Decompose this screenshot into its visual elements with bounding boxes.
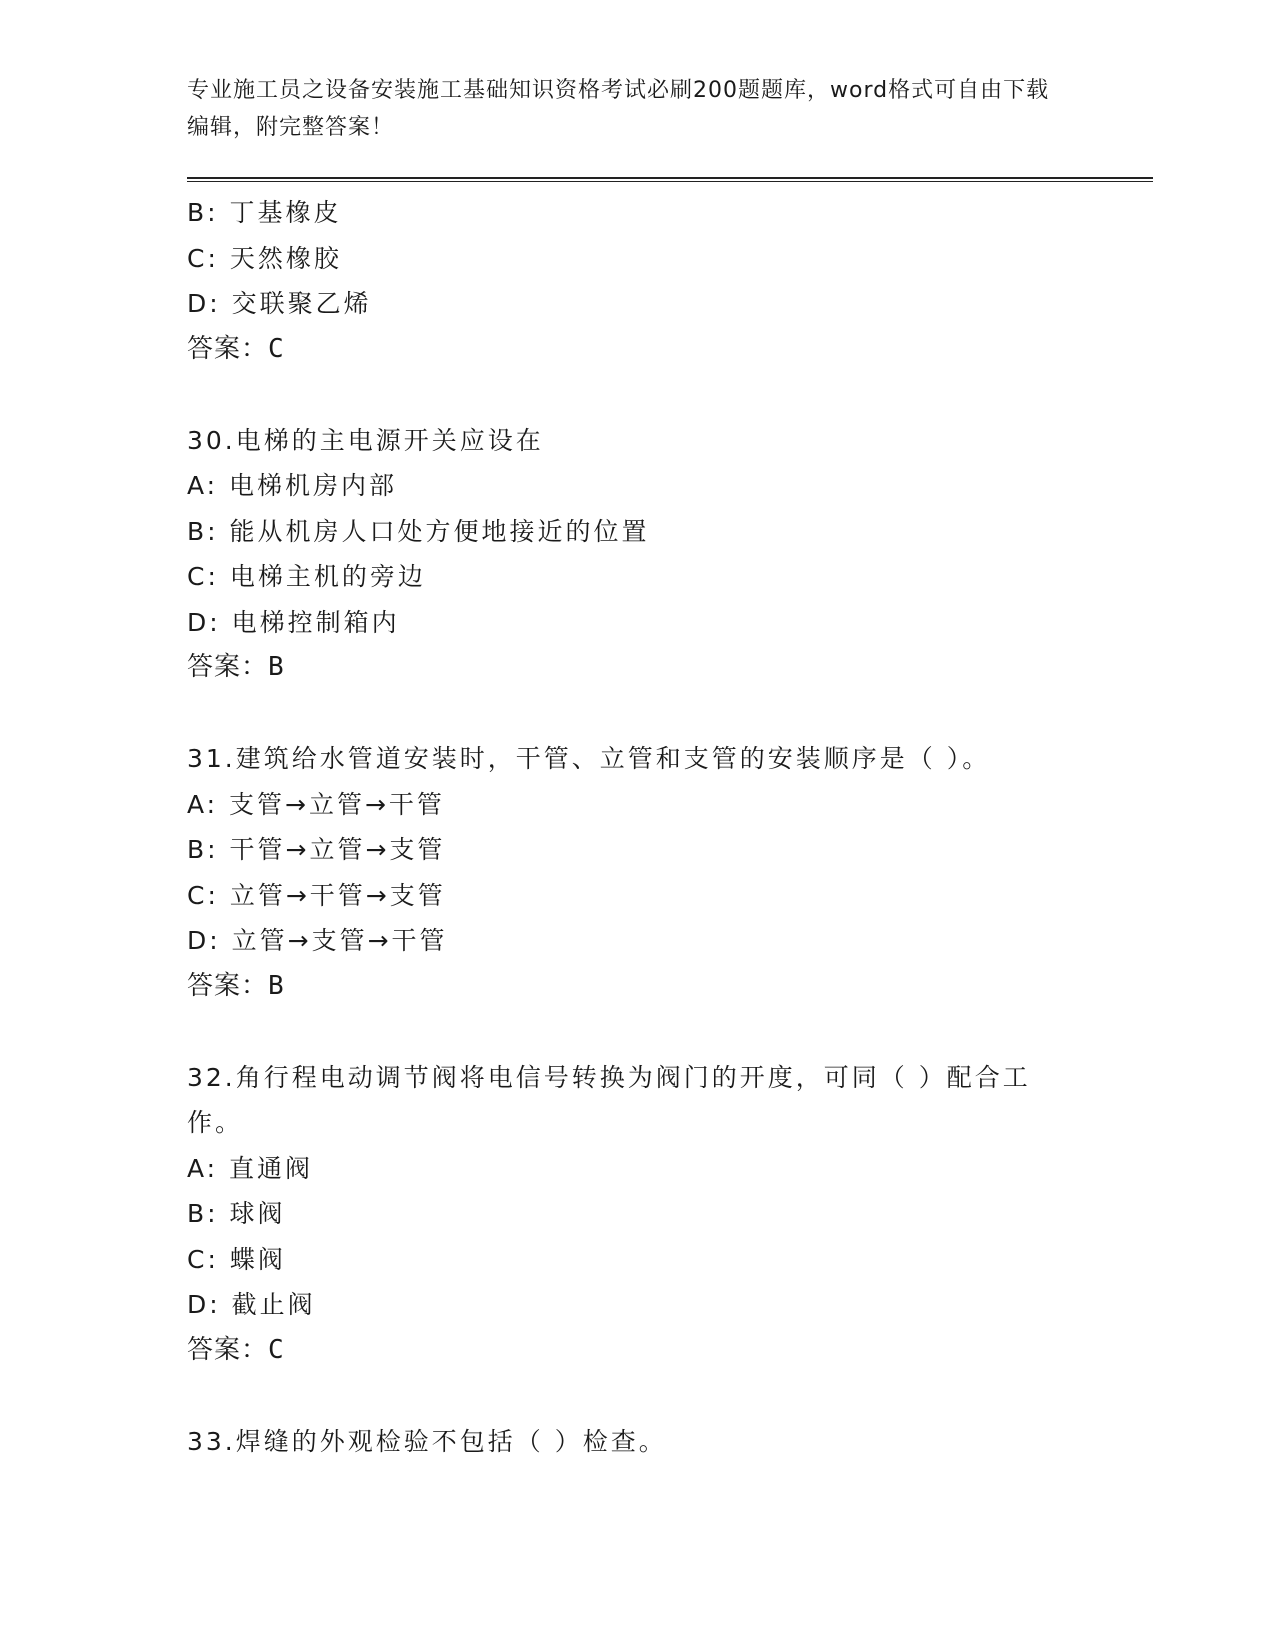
answer-label: 答案： [187, 970, 269, 1001]
spacer [187, 691, 1087, 737]
option-b: B: 能从机房人口处方便地接近的位置 [187, 516, 650, 546]
question-stem: 32.角行程电动调节阀将电信号转换为阀门的开度，可同（ ）配合工作。 [187, 1062, 1031, 1137]
option-d: D: 立管→支管→干管 [187, 926, 448, 955]
option-b: B: 丁基橡皮 [187, 198, 342, 227]
question-stem: 30.电梯的主电源开关应设在 [187, 425, 544, 455]
option-a: A: 电梯机房内部 [187, 471, 398, 500]
question-33 [187, 1419, 1087, 1465]
answer-value: C [268, 1334, 285, 1365]
spacer [187, 1009, 1087, 1055]
option-d: D: 截止阀 [187, 1290, 316, 1319]
question-32 [187, 1055, 1087, 1374]
answer-value: B [268, 652, 285, 682]
answer-line [187, 645, 1087, 691]
answer-line [187, 327, 1087, 373]
option-b: B: 干管→立管→支管 [187, 835, 446, 864]
option-a: A: 直通阀 [187, 1153, 314, 1183]
page-header [187, 72, 1067, 146]
option-d: D: 电梯控制箱内 [187, 607, 400, 637]
header-divider [187, 177, 1153, 182]
answer-line [187, 964, 1087, 1010]
answer-line [187, 1328, 1087, 1374]
spacer [187, 1373, 1087, 1419]
answer-value: B [268, 970, 285, 1001]
question-31 [187, 736, 1087, 1009]
option-d: D: 交联聚乙烯 [187, 289, 372, 318]
option-a: A: 支管→立管→干管 [187, 789, 445, 819]
spacer [187, 372, 1087, 418]
option-c: C: 天然橡胶 [187, 243, 342, 273]
option-c: C: 立管→干管→支管 [187, 880, 446, 910]
answer-value: C [268, 333, 285, 364]
answer-label: 答案： [187, 652, 269, 682]
option-c: C: 电梯主机的旁边 [187, 562, 426, 591]
document-title: 专业施工员之设备安装施工基础知识资格考试必刷200题题库，word格式可自由下载编辑，附完整答案！ [187, 78, 1050, 140]
question-stem: 33.焊缝的外观检验不包括（ ）检查。 [187, 1426, 667, 1456]
answer-label: 答案： [187, 333, 269, 364]
option-c: C: 蝶阀 [187, 1244, 286, 1274]
question-stem: 31.建筑给水管道安装时，干管、立管和支管的安装顺序是（ ）。 [187, 744, 991, 773]
answer-label: 答案： [187, 1334, 269, 1365]
question-29-tail [187, 190, 1087, 372]
question-list [187, 190, 1087, 1464]
question-30 [187, 418, 1087, 691]
option-b: B: 球阀 [187, 1199, 286, 1228]
